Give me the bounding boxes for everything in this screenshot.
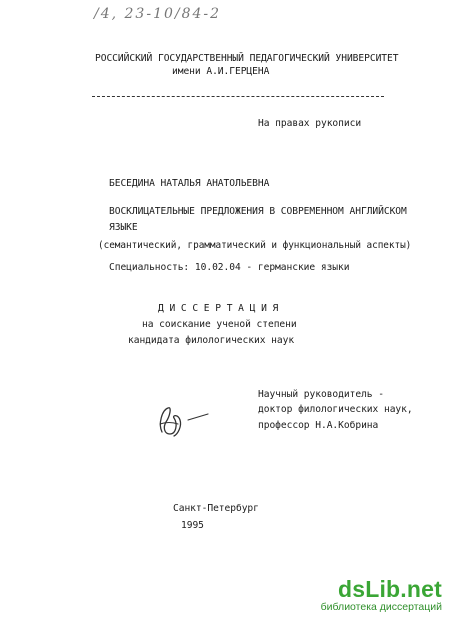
degree-line2: кандидата филологических наук (128, 335, 295, 346)
city: Санкт-Петербург (173, 503, 259, 514)
institution-name: РОССИЙСКИЙ ГОСУДАРСТВЕННЫЙ ПЕДАГОГИЧЕСКИЙ УНИВЕРСИТЕТ (95, 53, 399, 64)
supervisor-line2: доктор филологических наук, (258, 404, 413, 415)
author-name: БЕСЕДИНА НАТАЛЬЯ АНАТОЛЬЕВНА (109, 178, 270, 189)
year: 1995 (181, 520, 204, 531)
dissertation-subtitle: (семантический, грамматический и функциональный аспекты) (98, 240, 412, 251)
handwritten-signature (148, 402, 212, 442)
document-type-heading: Д И С С Е Р Т А Ц И Я (158, 303, 279, 314)
watermark-logo: dsLib.net (337, 576, 442, 602)
watermark-caption: библиотека диссертаций (320, 601, 442, 613)
degree-line1: на соискание ученой степени (142, 319, 297, 330)
institution-named-after: имени А.И.ГЕРЦЕНА (172, 66, 270, 77)
dissertation-title-line2: ЯЗЫКЕ (109, 222, 138, 233)
specialty: Специальность: 10.02.04 - германские языки (109, 262, 350, 273)
divider-rule (92, 96, 384, 97)
rights-note: На правах рукописи (258, 118, 362, 129)
supervisor-line3: профессор Н.А.Кобрина (258, 420, 379, 431)
site-watermark (321, 577, 442, 613)
supervisor-line1: Научный руководитель - (258, 389, 384, 400)
handwritten-catalog-number: /4, 23-10/84-2 (94, 6, 222, 22)
dissertation-title-line1: ВОСКЛИЦАТЕЛЬНЫЕ ПРЕДЛОЖЕНИЯ В СОВРЕМЕННОМ АНГЛИЙСКОМ (109, 206, 407, 217)
